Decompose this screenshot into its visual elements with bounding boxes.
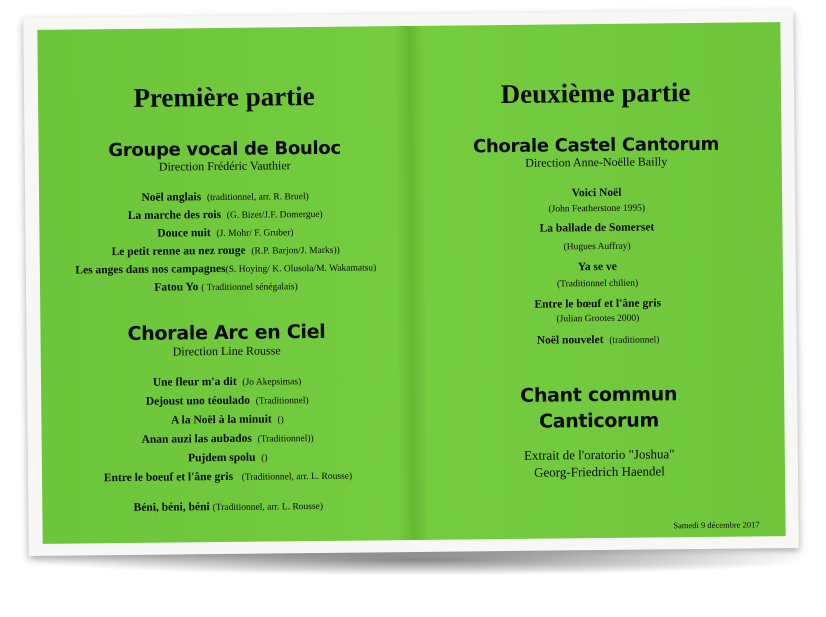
song-line xyxy=(39,225,411,241)
song-title: Douce nuit xyxy=(157,227,211,240)
group-direction-castel-cantorum: Direction Anne-Noëlle Bailly xyxy=(525,154,668,170)
song-credit: (Traditionnel, arr. L. Rousse) xyxy=(212,501,324,514)
song-credit: (R.P. Barjon/J. Marks)) xyxy=(251,245,340,257)
group-title-bouloc: Groupe vocal de Bouloc xyxy=(108,137,341,162)
song-credit: (Julian Grootes 2000) xyxy=(556,313,640,325)
song-line xyxy=(40,243,412,259)
song-title: Une fleur m'a dit xyxy=(152,375,237,389)
song-credit: (Traditionnel, arr. L. Rousse) xyxy=(241,471,353,483)
program-photo xyxy=(23,10,799,556)
song-credit: (John Featherstone 1995) xyxy=(548,203,646,215)
part-title-second: Deuxième partie xyxy=(500,77,691,110)
song-credit: (Jo Akepsimas) xyxy=(242,377,302,388)
song-title: Entre le bœuf et l'âne gris xyxy=(534,297,662,311)
song-credit: (Traditionnel) xyxy=(255,396,309,407)
song-title: Le petit renne au nez rouge xyxy=(111,244,246,259)
song-title: Anan auzi las aubados xyxy=(141,432,252,446)
song-credit: () xyxy=(261,453,268,464)
song-line xyxy=(41,412,413,428)
concert-date: Samedi 9 décembre 2017 xyxy=(673,519,760,531)
song-credit: (Hugues Auffray) xyxy=(563,241,631,253)
song-line xyxy=(39,207,411,223)
group-title-arc-en-ciel: Chorale Arc en Ciel xyxy=(127,320,326,345)
song-title: Noël nouvelet xyxy=(536,333,604,347)
song-title: La ballade de Somerset xyxy=(539,221,655,235)
song-credit: (traditionnel, arr. R. Bruel) xyxy=(206,192,309,204)
song-title: A la Noël à la minuit xyxy=(171,413,272,427)
song-credit: ( Traditionnel sénégalais) xyxy=(201,282,298,294)
song-credit: (traditionnel) xyxy=(609,335,660,346)
oratorio-extract: Extrait de l'oratorio "Joshua" xyxy=(523,446,675,463)
song-credit: (Traditionnel chilien) xyxy=(556,278,639,290)
group-title-canticorum: Canticorum xyxy=(538,409,660,433)
song-line xyxy=(413,332,784,348)
group-direction-bouloc: Direction Frédéric Vauthier xyxy=(158,158,291,174)
song-line xyxy=(40,279,412,295)
right-page xyxy=(409,22,785,540)
song-title: Noël anglais xyxy=(141,191,202,204)
song-line xyxy=(40,261,412,277)
song-title: Fatou Yo xyxy=(154,281,199,294)
song-credit: () xyxy=(277,415,284,426)
group-title-castel-cantorum: Chorale Castel Cantorum xyxy=(472,133,720,158)
song-line xyxy=(42,450,414,466)
group-title-chant-commun: Chant commun xyxy=(520,383,678,407)
song-title: Dejoust uno téoulado xyxy=(145,394,251,408)
song-title: Entre le boeuf et l'âne gris xyxy=(103,470,234,485)
group-direction-arc-en-ciel: Direction Line Rousse xyxy=(172,343,281,359)
song-line xyxy=(42,431,414,447)
left-page xyxy=(37,26,414,544)
song-title: Voici Noël xyxy=(571,186,622,200)
song-title: La marche des rois xyxy=(127,208,222,222)
song-title: Ya se ve xyxy=(577,260,617,274)
song-credit: (J. Mohr/ F. Gruber) xyxy=(216,228,294,240)
concert-program-sheet xyxy=(37,22,785,544)
part-title-first: Première partie xyxy=(133,80,315,113)
song-title: Pujdem spolu xyxy=(188,451,256,465)
song-line xyxy=(39,189,411,205)
song-line xyxy=(41,374,413,390)
composer-name: Georg-Friedrich Haendel xyxy=(534,463,665,480)
song-line xyxy=(42,499,414,515)
song-title: Béni, béni, béni xyxy=(133,501,210,514)
song-title: Les anges dans nos campagnes xyxy=(75,262,226,277)
song-line xyxy=(42,469,414,485)
song-credit: (Traditionnel)) xyxy=(257,434,314,445)
song-credit: (S. Hoying/ K. Olusola/M. Wakamatsu) xyxy=(225,263,377,275)
song-credit: (G. Bizet/J.F. Domergue) xyxy=(226,209,323,221)
song-line xyxy=(41,393,413,409)
